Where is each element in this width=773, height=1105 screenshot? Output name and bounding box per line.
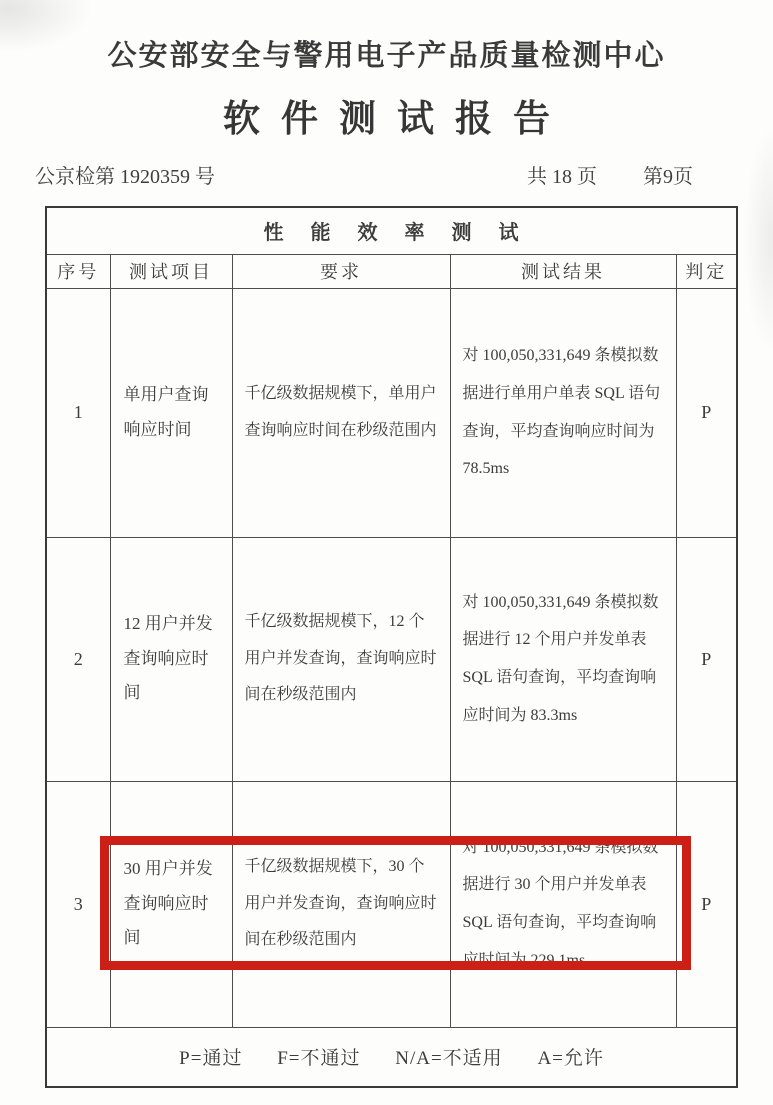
verdict: P — [676, 288, 737, 537]
total-pages: 共 18 页 — [527, 166, 597, 188]
row-no: 2 — [46, 537, 110, 781]
verdict: P — [676, 537, 737, 781]
col-header-no: 序号 — [46, 254, 110, 288]
legend-fail: F=不通过 — [277, 1048, 361, 1070]
col-header-requirement: 要求 — [232, 254, 450, 288]
verdict-legend — [46, 1027, 737, 1087]
performance-test-table — [45, 206, 736, 1086]
meta-row — [0, 160, 773, 190]
verdict: P — [676, 781, 737, 1027]
table-row — [46, 288, 737, 537]
col-header-item: 测试项目 — [110, 254, 232, 288]
legend-allow: A=允许 — [537, 1048, 604, 1070]
table-row — [46, 537, 737, 781]
org-name: 公安部安全与警用电子产品质量检测中心 — [107, 40, 666, 72]
test-result: 对 100,050,331,649 条模拟数据进行 12 个用户并发单表 SQL 语句查询，平均查询响应时间为 83.3ms — [450, 537, 676, 781]
test-result: 对 100,050,331,649 条模拟数据进行 30 个用户并发单表 SQL 语句查询，平均查询响应时间为 229.1ms — [450, 781, 676, 1027]
document-number: 公京检第 1920359 号 — [35, 166, 215, 188]
report-title: 软件测试报告 — [223, 99, 571, 140]
test-item: 30 用户并发查询响应时间 — [110, 781, 232, 1027]
page-number: 第9页 — [643, 166, 693, 188]
row-no: 3 — [46, 781, 110, 1027]
test-item: 单用户查询响应时间 — [110, 288, 232, 537]
col-header-verdict: 判定 — [676, 254, 737, 288]
table-title: 性能效率测试 — [46, 207, 737, 254]
legend-pass: P=通过 — [179, 1048, 243, 1070]
test-requirement: 千亿级数据规模下，12 个用户并发查询，查询响应时间在秒级范围内 — [232, 537, 450, 781]
row-no: 1 — [46, 288, 110, 537]
test-item: 12 用户并发查询响应时间 — [110, 537, 232, 781]
table-row-highlighted — [46, 781, 737, 1027]
test-requirement: 千亿级数据规模下，单用户查询响应时间在秒级范围内 — [232, 288, 450, 537]
legend-na: N/A=不适用 — [395, 1048, 503, 1070]
test-requirement: 千亿级数据规模下，30 个用户并发查询，查询响应时间在秒级范围内 — [232, 781, 450, 1027]
test-result: 对 100,050,331,649 条模拟数据进行单用户单表 SQL 语句查询，平均查询响应时间为 78.5ms — [450, 288, 676, 537]
col-header-result: 测试结果 — [450, 254, 676, 288]
